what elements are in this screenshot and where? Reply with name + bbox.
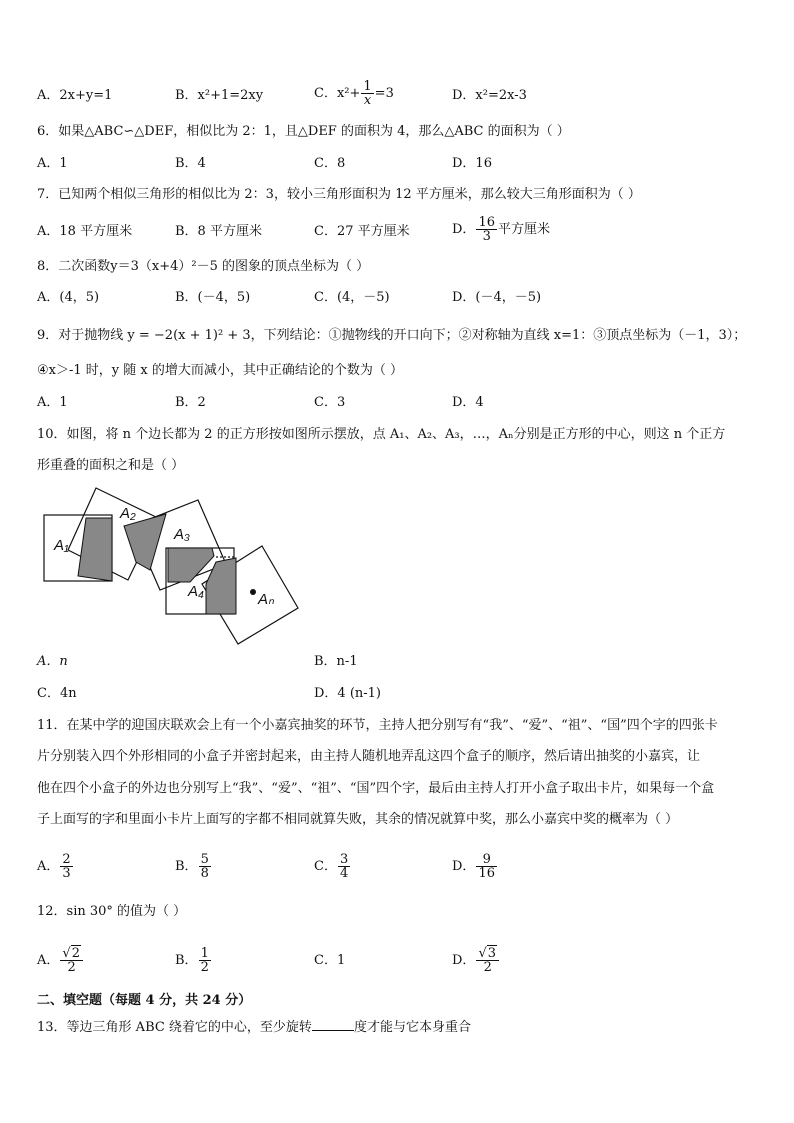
- q11-text-line3: 他在四个小盒子的外边也分别写上“我”、“爱”、“祖”、“国”四个字，最后由主持人打开小盒子取出卡片，如果每一个盒: [37, 781, 715, 796]
- q11-option-a[interactable]: A． $\frac{2}{3}$: [37, 852, 71, 881]
- overlap-2: [124, 514, 166, 570]
- q9-option-c[interactable]: C．3: [314, 395, 346, 410]
- q12-text: 12．sin 30° 的值为（ ）: [37, 904, 187, 919]
- q7-text: 7．已知两个相似三角形的相似比为 2：3，较小三角形面积为 12 平方厘米，那么较大三角形面积为（ ）: [37, 187, 641, 202]
- overlap-1: [78, 518, 112, 581]
- q6-option-d[interactable]: D．16: [452, 156, 492, 171]
- q12-option-c[interactable]: C．1: [314, 953, 346, 968]
- squares-figure: [40, 482, 302, 646]
- q10-option-b[interactable]: B．n-1: [314, 654, 358, 669]
- q9-option-a[interactable]: A．1: [37, 395, 68, 410]
- overlap-3: [168, 548, 214, 582]
- overlap-4: [206, 558, 236, 614]
- label-an: Aₙ: [258, 591, 274, 608]
- q5-option-d[interactable]: D．x²=2x-3: [452, 88, 527, 103]
- center-point-dot: [250, 589, 256, 595]
- q12-option-d[interactable]: D． $\frac{√3}{2}$: [452, 944, 500, 978]
- label-a3: A₃: [174, 526, 190, 543]
- q10-text-line2: 形重叠的面积之和是（ ）: [37, 458, 185, 473]
- q8-option-b[interactable]: B．(－4，5): [175, 290, 251, 305]
- q11-text-line2: 片分别装入四个外形相同的小盒子并密封起来，由主持人随机地弄乱这四个盒子的顺序，然后请出抽奖的小嘉宾，让: [37, 749, 701, 764]
- q13-text-pre: 13．等边三角形 ABC 绕着它的中心，至少旋转: [37, 1020, 312, 1035]
- q12-option-a[interactable]: A． $\frac{√2}{2}$: [37, 944, 84, 978]
- q5-option-b[interactable]: B．x²+1=2xy: [175, 88, 264, 103]
- q6-option-c[interactable]: C．8: [314, 156, 346, 171]
- q13-text: [37, 1018, 471, 1037]
- q9-text-line1: 9．对于抛物线 y = −2(x + 1)² + 3，下列结论：①抛物线的开口向下；②对称轴为直线 x=1：③顶点坐标为（－1，3）；: [37, 328, 747, 343]
- q9-option-b[interactable]: B．2: [175, 395, 206, 410]
- q13-answer-blank[interactable]: [312, 1018, 354, 1031]
- q6-text: 6．如果△ABC∽△DEF，相似比为 2：1，且△DEF 的面积为 4，那么△ABC 的面积为（ ）: [37, 124, 570, 139]
- q13-text-post: 度才能与它本身重合: [353, 1020, 471, 1035]
- label-a4: A₄: [188, 583, 205, 600]
- q11-option-b[interactable]: B． $\frac{5}{8}$: [175, 852, 209, 881]
- q11-option-d[interactable]: D． $\frac{9}{16}$: [452, 852, 495, 881]
- q7-option-a[interactable]: A．18 平方厘米: [37, 224, 133, 239]
- q5-option-a[interactable]: A．2x+y=1: [37, 88, 113, 103]
- q6-option-b[interactable]: B．4: [175, 156, 206, 171]
- q8-text: 8．二次函数y＝3（x+4）²－5 的图象的顶点坐标为（ ）: [37, 259, 370, 274]
- q10-option-c[interactable]: C．4n: [37, 686, 77, 701]
- q7-option-d[interactable]: D． $\frac{16}{3}$ 平方厘米: [452, 215, 550, 244]
- q12-option-b[interactable]: B． $\frac{1}{2}$: [175, 946, 209, 975]
- section-2-heading: 二、填空题（每题 4 分，共 24 分）: [37, 993, 252, 1008]
- q9-option-d[interactable]: D．4: [452, 395, 484, 410]
- q8-option-d[interactable]: D．(－4，－5): [452, 290, 542, 305]
- q11-text-line4: 子上面写的字和里面小卡片上面写的字都不相同就算失败，其余的情况就算中奖，那么小嘉宾中奖的概率为（ ）: [37, 812, 679, 827]
- q5-option-c[interactable]: C．x²+ $\frac{1}{x}$ =3: [314, 79, 394, 108]
- q10-option-d[interactable]: D．4 (n-1): [314, 686, 382, 701]
- q8-option-c[interactable]: C．(4，－5): [314, 290, 390, 305]
- q10-text-line1: 10．如图，将 n 个边长都为 2 的正方形按如图所示摆放，点 A₁、A₂、A₃，…，Aₙ分别是正方形的中心，则这 n 个正方: [37, 427, 726, 442]
- q8-option-a[interactable]: A．(4，5): [37, 290, 100, 305]
- label-a2: A₂: [120, 505, 136, 522]
- q7-option-b[interactable]: B．8 平方厘米: [175, 224, 262, 239]
- label-a1: A₁: [54, 537, 69, 554]
- q9-text-line2: ④x＞-1 时，y 随 x 的增大而减小，其中正确结论的个数为（ ）: [37, 363, 403, 378]
- q10-option-a[interactable]: A．n: [37, 654, 68, 669]
- q11-text-line1: 11．在某中学的迎国庆联欢会上有一个小嘉宾抽奖的环节，主持人把分别写有“我”、“爱”、“祖”、“国”四个字的四张卡: [37, 718, 718, 733]
- q7-option-c[interactable]: C．27 平方厘米: [314, 224, 410, 239]
- q6-option-a[interactable]: A．1: [37, 156, 68, 171]
- q11-option-c[interactable]: C． $\frac{3}{4}$: [314, 852, 349, 881]
